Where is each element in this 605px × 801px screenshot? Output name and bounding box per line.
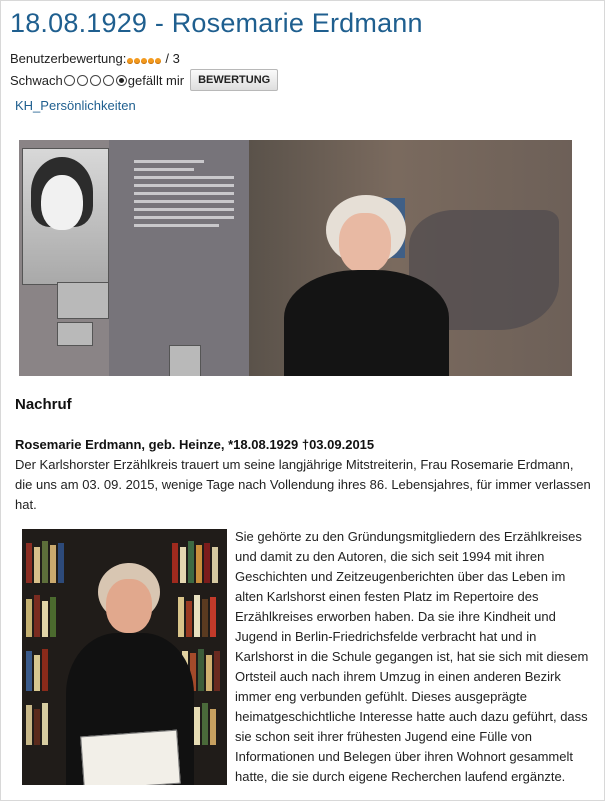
exhibit-panel [19, 140, 249, 376]
star-icon [127, 58, 133, 64]
star-icon [155, 58, 161, 64]
vote-radio-2[interactable] [77, 75, 88, 86]
rating-label: Benutzerbewertung: [10, 51, 127, 66]
rating-stars [127, 52, 162, 67]
portrait-with-book-photo [22, 529, 227, 785]
vote-button[interactable]: BEWERTUNG [190, 69, 278, 91]
vote-radio-5[interactable] [116, 75, 127, 86]
open-book [80, 730, 181, 785]
woman-figure [62, 563, 197, 785]
vote-radio-1[interactable] [64, 75, 75, 86]
rating-value: / 3 [165, 51, 180, 66]
star-icon [148, 58, 154, 64]
star-icon [134, 58, 140, 64]
portrait-print [22, 148, 109, 285]
user-rating [10, 51, 180, 67]
vote-radio-3[interactable] [90, 75, 101, 86]
vote-high-label: gefällt mir [127, 72, 185, 88]
vote-low-label: Schwach [10, 72, 63, 88]
obituary-intro: Der Karlshorster Erzählkreis trauert um seine langjährige Mitstreiterin, Frau Rosemarie Erdmann, die uns am 03. 09. 2015, wenige Tage nach Vollendung ihres 86. Lebensjahres, für immer verlassen hat. [15, 457, 591, 512]
exhibition-photo [19, 140, 572, 376]
star-icon [141, 58, 147, 64]
woman-figure [284, 195, 449, 376]
obituary-subhead: Rosemarie Erdmann, geb. Heinze, *18.08.1929 †03.09.2015 [15, 437, 375, 452]
vote-radio-4[interactable] [103, 75, 114, 86]
category-link[interactable]: KH_Persönlichkeiten [15, 98, 136, 113]
obituary-paragraph: Sie gehörte zu den Gründungsmitgliedern des Erzählkreises und damit zu den Autoren, die sich seit 1994 mit ihren Geschichten und Zeitzeugenberichten über das Leben im alten Karlshorst einen festen Platz im Repertoire des Erzählkreises erworben haben. Da sie ihre Kindheit und Jugend in Berlin-Friedrichsfelde verbracht hat und in Karlshorst in die Schule gegangen ist, hat sie sich mit diesem Ortsteil auch nach ihrem Umzug in einen anderen Bezirk immer eng verbunden gefühlt. Dieses ausgeprägte heimatgeschichtliche Interesse hatte auch dazu geführt, dass sie schon seit ihrer frühesten Jugend eine Fülle von Informationen und Belegen über ihren Wohnort gesammelt hatte, die sie durch eigene Recherchen laufend ergänzte. [235, 529, 589, 784]
section-title: Nachruf [15, 396, 72, 413]
page-title: 18.08.1929 - Rosemarie Erdmann [10, 8, 423, 38]
vote-form [10, 69, 278, 91]
